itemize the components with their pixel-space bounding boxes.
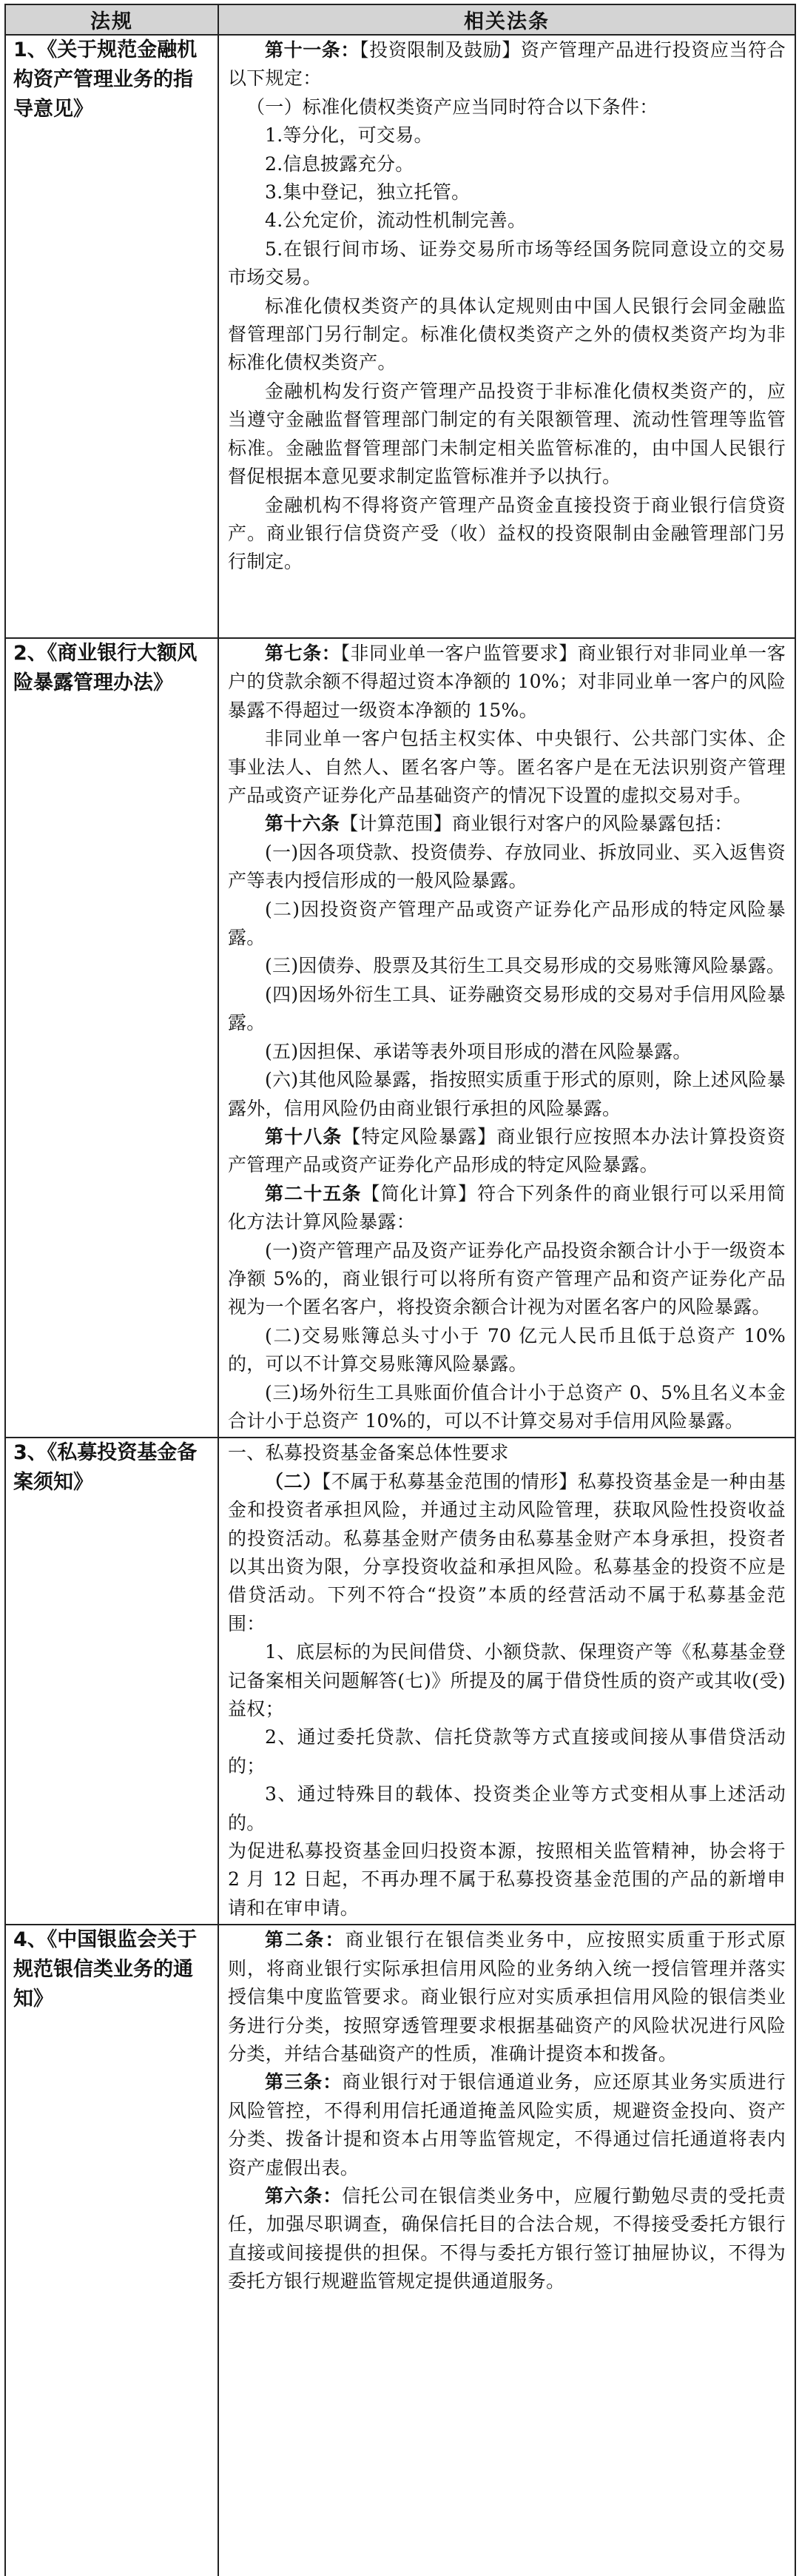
- article-line: 第二条：商业银行在银信类业务中，应按照实质重于形式原则，将商业银行实际承担信用风险的业务纳入统一授信管理并落实授信集中度监管要求。商业银行应对实质承担信用风险的银信类业务进行分类，按照穿透管理要求根据基础资产的风险状况进行风险分类，并结合基础资产的性质，准确计提资本和拨备。: [228, 1929, 786, 2065]
- regulation-name: 4、《中国银监会关于规范银信类业务的通知》: [5, 1925, 218, 2576]
- article-line: 3、通过特殊目的载体、投资类企业等方式变相从事上述活动的。: [228, 1783, 786, 1834]
- article-line: (一)资产管理产品及资产证券化产品投资余额合计小于一级资本净额 5%的，商业银行可以将所有资产管理产品和资产证券化产品视为一个匿名客户，将投资余额合计视为对匿名客户的风险暴露。: [228, 1239, 786, 1318]
- regulation-name: 1、《关于规范金融机构资产管理业务的指导意见》: [5, 35, 218, 638]
- regulation-articles: [218, 1438, 795, 1925]
- regulation-articles: [218, 638, 795, 1438]
- article-line: 非同业单一客户包括主权实体、中央银行、公共部门实体、企事业法人、自然人、匿名客户等。匿名客户是在无法识别资产管理产品或资产证券化产品基础资产的情况下设置的虚拟交易对手。: [228, 728, 786, 807]
- table-row: [5, 638, 795, 1438]
- article-line: 2、通过委托贷款、信托贷款等方式直接或间接从事借贷活动的；: [228, 1726, 786, 1777]
- article-line: 1.等分化，可交易。: [265, 124, 433, 147]
- article-line: 金融机构不得将资产管理产品资金直接投资于商业银行信贷资产。商业银行信贷资产受（收）益权的投资限制由金融管理部门另行制定。: [228, 494, 786, 573]
- article-line: (四)因场外衍生工具、证券融资交易形成的交易对手信用风险暴露。: [228, 983, 786, 1034]
- article-line: 第六条：信托公司在银信类业务中，应履行勤勉尽责的受托责任，加强尽职调查，确保信托目的合法合规，不得接受委托方银行直接或间接提供的担保。不得与委托方银行签订抽屉协议，不得为委托方银行规避监管规定提供通道服务。: [228, 2184, 786, 2292]
- article-line: (六)其他风险暴露，指按照实质重于形式的原则，除上述风险暴露外，信用风险仍由商业银行承担的风险暴露。: [228, 1069, 786, 1119]
- article-line: 2.信息披露充分。: [265, 152, 414, 175]
- regulation-name: 2、《商业银行大额风险暴露管理办法》: [5, 638, 218, 1438]
- article-line: 第十八条【特定风险暴露】商业银行应按照本办法计算投资资产管理产品或资产证券化产品形成的特定风险暴露。: [228, 1125, 786, 1176]
- article-line: 金融机构发行资产管理产品投资于非标准化债权类资产的，应当遵守金融监督管理部门制定的有关限额管理、流动性管理等监管标准。金融监督管理部门未制定相关监管标准的，由中国人民银行督促根据本意见要求制定监管标准并予以执行。: [228, 380, 786, 488]
- regulation-name: 3、《私募投资基金备案须知》: [5, 1438, 218, 1925]
- article-line: 1、底层标的为民间借贷、小额贷款、保理资产等《私募基金登记备案相关问题解答(七)》所提及的属于借贷性质的资产或其收(受)益权；: [228, 1641, 786, 1720]
- regulation-articles: [218, 1925, 795, 2576]
- regulation-articles: [218, 35, 795, 638]
- article-line: (五)因担保、承诺等表外项目形成的潜在风险暴露。: [265, 1040, 692, 1062]
- article-line: 标准化债权类资产的具体认定规则由中国人民银行会同金融监督管理部门另行制定。标准化债权类资产之外的债权类资产均为非标准化债权类资产。: [228, 295, 786, 374]
- article-line: 第七条：【非同业单一客户监管要求】商业银行对非同业单一客户的贷款余额不得超过资本净额的 10%；对非同业单一客户的风险暴露不得超过一级资本净额的 15%。: [228, 643, 786, 721]
- article-line: (三)因债券、股票及其衍生工具交易形成的交易账簿风险暴露。: [265, 955, 786, 977]
- header-articles: 相关法条: [218, 4, 795, 35]
- regulation-table: [4, 4, 796, 2576]
- article-line: 第十一条：【投资限制及鼓励】资产管理产品进行投资应当符合以下规定：: [228, 39, 786, 90]
- table-row: [5, 35, 795, 638]
- table-row: [5, 1925, 795, 2576]
- header-regulation: 法规: [5, 4, 218, 35]
- article-line: 第十六条【计算范围】商业银行对客户的风险暴露包括：: [265, 813, 733, 835]
- article-line: 第三条：商业银行对于银信通道业务，应还原其业务实质进行风险管控，不得利用信托通道掩盖风险实质，规避资金投向、资产分类、拨备计提和资本占用等监管规定，不得通过信托通道将表内资产虚假出表。: [228, 2071, 786, 2178]
- article-line: 一、私募投资基金备案总体性要求: [228, 1442, 509, 1464]
- article-line: 4.公允定价，流动性机制完善。: [265, 209, 527, 232]
- article-line: (一)因各项贷款、投资债券、存放同业、拆放同业、买入返售资产等表内授信形成的一般风险暴露。: [228, 841, 786, 892]
- article-line: (二)交易账簿总头寸小于 70 亿元人民币且低于总资产 10%的，可以不计算交易账簿风险暴露。: [228, 1324, 786, 1375]
- article-line: （二）【不属于私募基金范围的情形】私募投资基金是一种由基金和投资者承担风险，并通过主动风险管理，获取风险性投资收益的投资活动。私募基金财产债务由私募基金财产本身承担，投资者以其出资为限，分享投资收益和承担风险。私募基金的投资不应是借贷活动。下列不符合“投资”本质的经营活动不属于私募基金范围：: [228, 1470, 786, 1634]
- article-line: （一）标准化债权类资产应当同时符合以下条件：: [246, 95, 658, 118]
- article-line: 3.集中登记，独立托管。: [265, 181, 471, 204]
- article-line: (三)场外衍生工具账面价值合计小于总资产 0、5%且名义本金合计小于总资产 10%的，可以不计算交易对手信用风险暴露。: [228, 1381, 786, 1432]
- table-header-row: [5, 4, 795, 35]
- article-line: 为促进私募投资基金回归投资本源，按照相关监管精神，协会将于 2 月 12 日起，不再办理不属于私募投资基金范围的产品的新增申请和在审申请。: [228, 1840, 786, 1919]
- article-line: (二)因投资资产管理产品或资产证券化产品形成的特定风险暴露。: [228, 898, 786, 949]
- table-row: [5, 1438, 795, 1925]
- article-line: 第二十五条【简化计算】符合下列条件的商业银行可以采用简化方法计算风险暴露：: [228, 1182, 786, 1233]
- article-line: 5.在银行间市场、证券交易所市场等经国务院同意设立的交易市场交易。: [228, 238, 786, 289]
